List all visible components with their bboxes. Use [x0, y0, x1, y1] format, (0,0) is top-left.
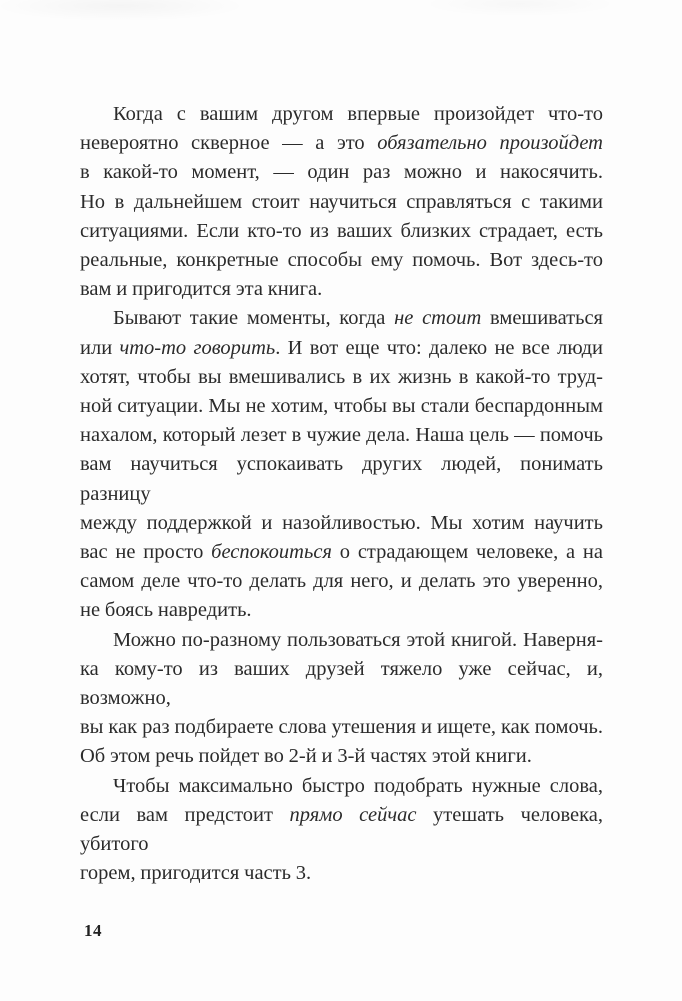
- italic-text: беспокоиться: [211, 541, 332, 564]
- text-segment: не боясь навредить.: [80, 599, 252, 622]
- italic-text: обязательно произойдет: [377, 132, 603, 155]
- paragraph: [80, 772, 603, 889]
- text-line: [80, 392, 603, 421]
- text-line: [80, 363, 603, 392]
- text-segment: утешать человека, убитого: [80, 803, 603, 856]
- text-segment: в какой-то момент, — один раз можно и накосячить.: [80, 161, 603, 184]
- text-line: [80, 129, 603, 158]
- body-text: [80, 100, 603, 888]
- text-segment: реальные, конкретные способы ему помочь. Вот здесь-то: [80, 249, 603, 272]
- text-segment: вас не просто: [80, 541, 212, 564]
- text-line: [80, 859, 603, 888]
- text-line: [80, 509, 603, 538]
- text-line: [80, 567, 603, 596]
- text-line: [80, 188, 603, 217]
- text-segment: нахалом, который лезет в чужие дела. Наша цель — помочь: [80, 424, 603, 447]
- text-segment: хотят, чтобы вы вмешивались в их жизнь в какой-то труд-: [80, 365, 603, 388]
- text-segment: Можно по-разному пользоваться этой книгой. Наверня-: [113, 628, 603, 651]
- text-segment: Бывают такие моменты, когда: [113, 307, 395, 330]
- paragraph: [80, 100, 603, 304]
- text-line: [80, 304, 603, 333]
- text-segment: Когда с вашим другом впервые произойдет что-то: [113, 103, 603, 125]
- text-line: [80, 246, 603, 275]
- text-segment: о страдающем человеке, а на: [331, 541, 604, 564]
- text-segment: вам научиться успокаивать других людей, понимать разницу: [80, 453, 603, 505]
- text-segment: или: [80, 336, 120, 359]
- text-line: [80, 655, 603, 713]
- text-line: [80, 100, 603, 129]
- text-segment: ситуациями. Если кто-то из ваших близких страдает, есть: [80, 219, 603, 242]
- text-line: [80, 158, 603, 187]
- text-segment: если вам предстоит: [80, 803, 290, 826]
- text-segment: вмешиваться: [481, 307, 603, 330]
- paragraph: [80, 626, 603, 772]
- text-line: [80, 772, 603, 801]
- italic-text: не стоит: [394, 307, 482, 330]
- text-segment: вам и пригодится эта книга.: [80, 278, 323, 301]
- text-line: [80, 217, 603, 246]
- text-line: [80, 801, 603, 859]
- paragraph: [80, 304, 603, 625]
- text-line: [80, 596, 603, 625]
- text-segment: горем, пригодится часть 3.: [80, 862, 312, 885]
- text-line: [80, 334, 603, 363]
- text-segment: ка кому-то из ваших друзей тяжело уже сейчас, и, возможно,: [80, 657, 603, 710]
- italic-text: что-то говорить: [119, 336, 276, 359]
- text-segment: Чтобы максимально быстро подобрать нужные слова,: [113, 774, 603, 797]
- text-segment: невероятно скверное — а это: [80, 132, 378, 155]
- text-line: [80, 538, 603, 567]
- text-line: [80, 450, 603, 508]
- text-segment: вы как раз подбираете слова утешения и ищете, как помочь.: [80, 716, 603, 739]
- text-segment: . И вот еще что: далеко не все люди: [275, 336, 603, 359]
- text-segment: между поддержкой и назойливостью. Мы хотим научить: [80, 511, 603, 534]
- text-segment: Об этом речь пойдет во 2-й и 3-й частях этой книги.: [80, 745, 532, 768]
- text-segment: ной ситуации. Мы не хотим, чтобы вы стали беспардонным: [80, 395, 603, 418]
- text-line: [80, 275, 603, 304]
- text-line: [80, 421, 603, 450]
- italic-text: прямо сейчас: [289, 803, 417, 826]
- page-number: 14: [84, 921, 102, 940]
- text-line: [80, 742, 603, 771]
- text-segment: самом деле что-то делать для него, и делать это уверенно,: [80, 570, 603, 593]
- text-line: [80, 713, 603, 742]
- text-line: [80, 626, 603, 655]
- text-segment: Но в дальнейшем стоит научиться справляться с такими: [80, 190, 603, 213]
